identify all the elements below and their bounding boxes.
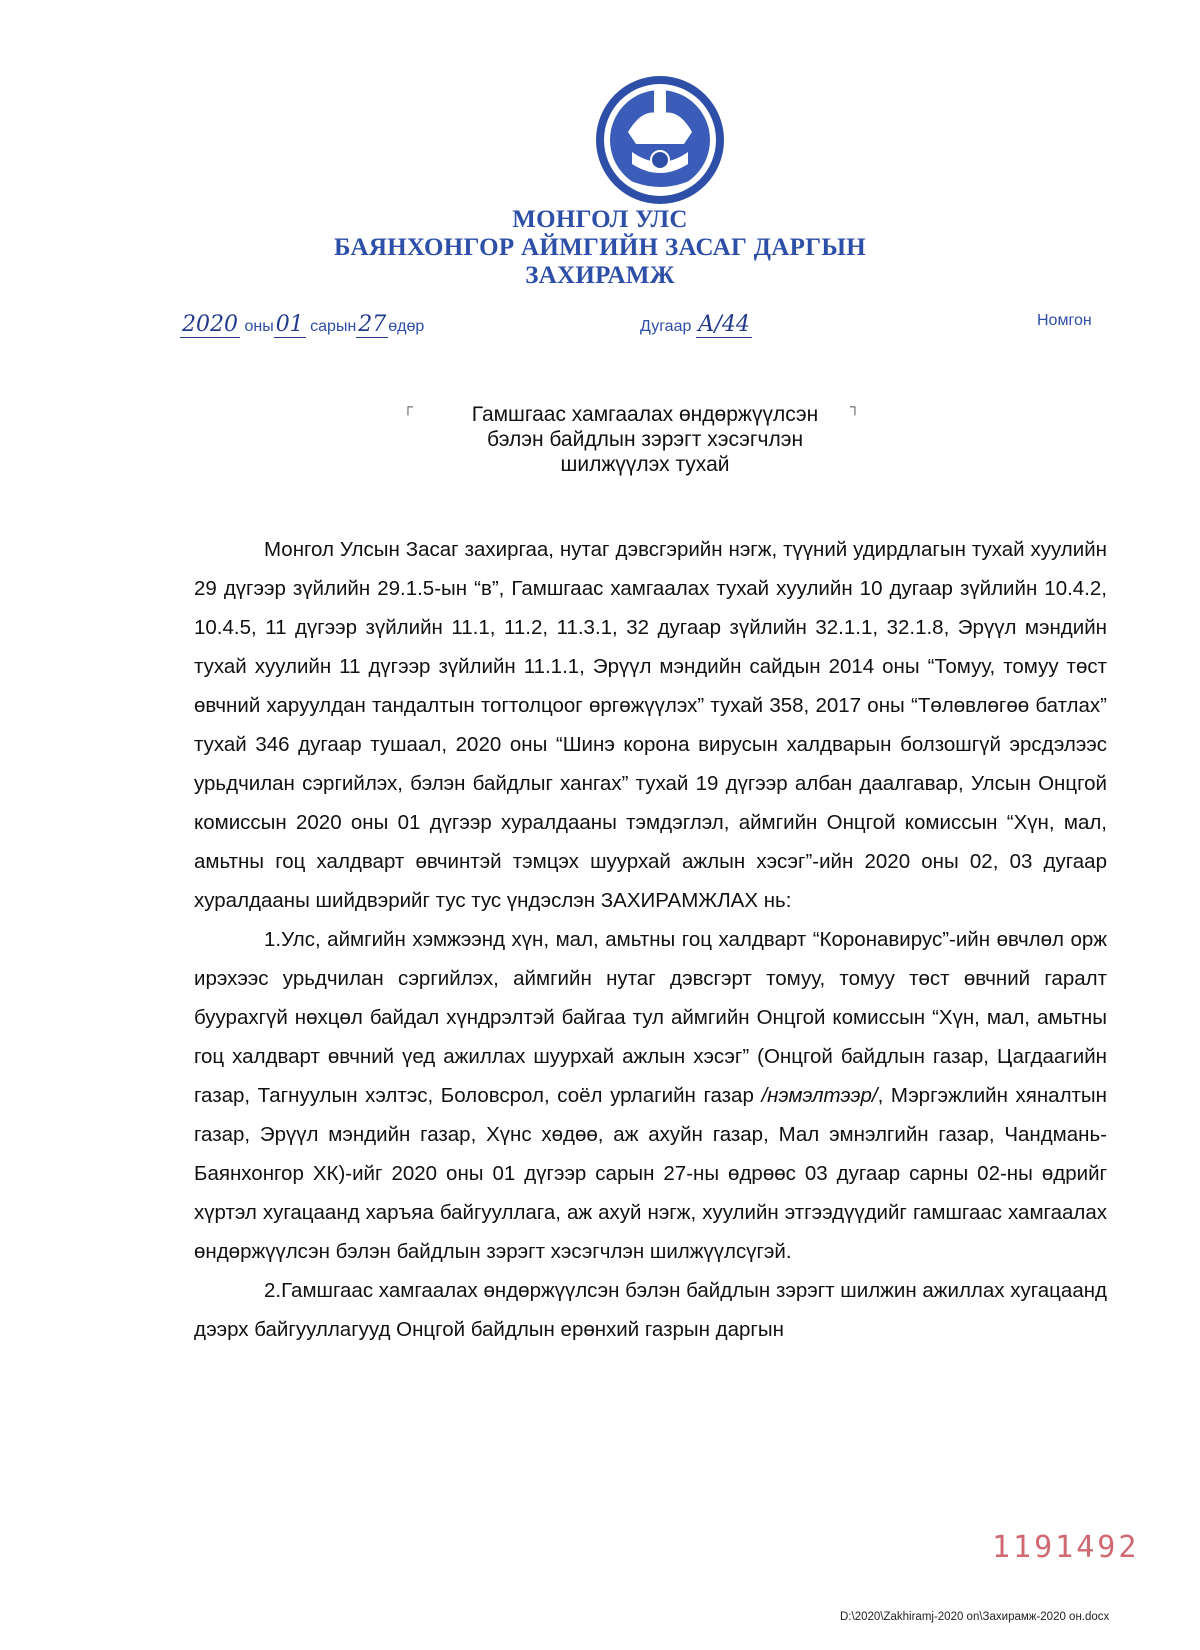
date-month: 01 [275,312,304,337]
item-1-text-part1: 1.Улс, аймгийн хэмжээнд хүн, мал, амьтны гоц халдварт “Коронавирус”-ийн өвчлөл орж ирэхээс урьдчилан сэргийлэх, аймгийн нутаг дэвсгэрт томуу, томуу төст өвчний гаралт буурахгүй нөхцөл байдал хүндрэлтэй байгаа тул аймгийн Онцгой комиссын “Хүн, мал, амьтны гоц халдварт өвчний үед ажиллах шуурхай ажлын хэсэг” (Онцгой байдлын газар, Цагдаагийн газар, Тагнуулын хэлтэс, Боловсрол, соёл урлагийн газар [194,928,1107,1107]
subject-line: бэлэн байдлын зэрэгт хэсэгчлэн [486,428,804,451]
subject-line: Гамшгаас хамгаалах өндөржүүлсэн [471,403,819,426]
date-day-suffix: өдөр [388,318,425,335]
bracket-left-icon: ┌ [403,398,413,414]
number-value: А/44 [697,312,750,337]
registration-number-stamp: 1191492 [992,1530,1140,1565]
date-year-suffix: оны [244,318,274,335]
country-title: МОНГОЛ УЛС [512,206,688,233]
subject-line: шилжүүлэх тухай [560,453,730,476]
document-body [194,530,1107,1349]
item-1-paragraph [194,920,1107,1271]
date-month-suffix: сарын [310,318,357,335]
document-number [640,312,752,338]
document-subject [0,402,1200,477]
date-day: 27 [358,312,387,337]
number-label: Дугаар [640,318,692,335]
date-year: 2020 [182,312,238,337]
document-place: Номгон [1037,312,1092,329]
item-1-text-part2: , Мэргэжлийн хяналтын газар, Эрүүл мэндийн газар, Хүнс хөдөө, аж ахуйн газар, Мал эмнэлгийн газар, Чандмань-Баянхонгор ХК)-ийг 2020 оны 01 дүгээр сарын 27-ны өдрөөс 03 дугаар сарны 02-ны өдрийг хүртэл хугацаанд харъяа байгууллага, аж ахуй нэгж, хуулийн этгээдүүдийг гамшгаас хамгаалах өндөржүүлсэн бэлэн байдлын зэрэгт хэсэгчлэн шилжүүлсүгэй. [194,1084,1107,1263]
state-emblem-icon [588,72,732,212]
bracket-right-icon: ┐ [850,398,860,414]
document-type-title: ЗАХИРАМЖ [525,262,675,289]
item-2-paragraph: 2.Гамшгаас хамгаалах өндөржүүлсэн бэлэн байдлын зэрэгт шилжин ажиллах хугацаанд дээрх байгууллагууд Онцгой байдлын ерөнхий газрын даргын [194,1279,1107,1341]
item-1-italic-note: /нэмэлтээр/ [761,1084,878,1107]
preamble-paragraph: Монгол Улсын Засаг захиргаа, нутаг дэвсгэрийн нэгж, түүний удирдлагын тухай хуулийн 29 дүгээр зүйлийн 29.1.5-ын “в”, Гамшгаас хамгаалах тухай хуулийн 10 дугаар зүйлийн 10.4.2, 10.4.5, 11 дүгээр зүйлийн 11.1, 11.2, 11.3.1, 32 дугаар зүйлийн 32.1.1, 32.1.8, Эрүүл мэндийн тухай хуулийн 11 дүгээр зүйлийн 11.1.1, Эрүүл мэндийн сайдын 2014 оны “Томуу, томуу төст өвчний харуулдан тандалтын тогтолцоог өргөжүүлэх” тухай 358, 2017 оны “Төлөвлөгөө батлах” тухай 346 дугаар тушаал, 2020 оны “Шинэ корона вирусын халдварын болзошгүй эрсдэлээс урьдчилан сэргийлэх, бэлэн байдлыг хангах” тухай 19 дүгээр албан даалгавар, Улсын Онцгой комиссын 2020 оны 01 дүгээр хуралдааны тэмдэглэл, аймгийн Онцгой комиссын “Хүн, мал, амьтны гоц халдварт өвчинтэй тэмцэх шуурхай ажлын хэсэг”-ийн 2020 оны 02, 03 дугаар хуралдааны шийдвэрийг тус тус үндэслэн ЗАХИРАМЖЛАХ нь: [194,538,1107,912]
document-date [180,312,424,338]
office-title: БАЯНХОНГОР АЙМГИЙН ЗАСАГ ДАРГЫН [333,234,867,261]
file-path-footer: D:\2020\Zakhiramj-2020 on\Захирамж-2020 он.docx [840,1611,1110,1623]
